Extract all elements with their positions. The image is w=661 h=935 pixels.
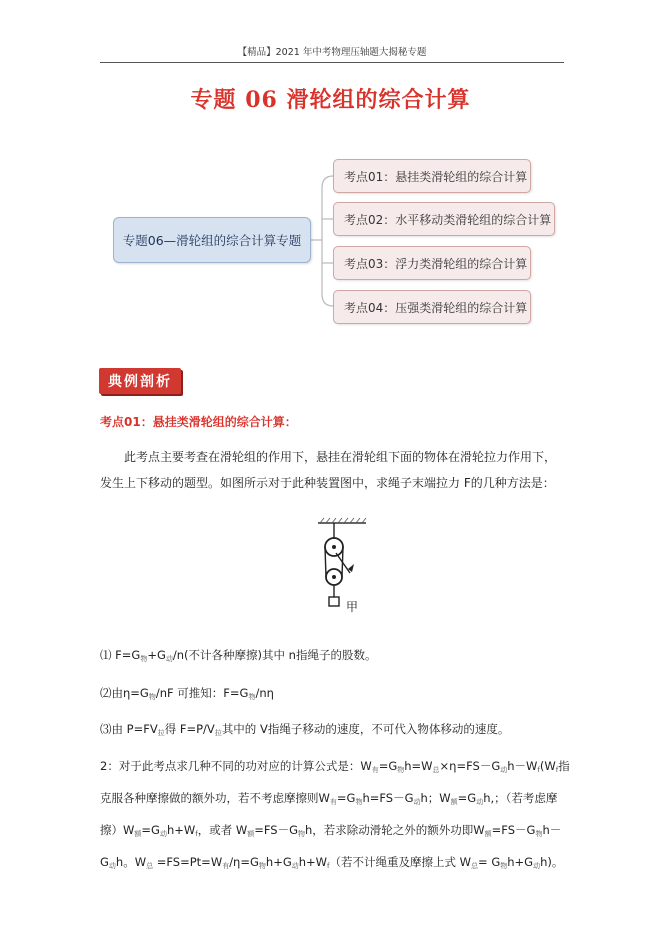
document-title: 专题 06 滑轮组的综合计算 (190, 87, 471, 113)
intro-paragraph (100, 444, 566, 496)
pulley-diagram (310, 517, 380, 617)
mindmap-node-1: 考点01：悬挂类滑轮组的综合计算 (333, 159, 531, 193)
header-divider (100, 62, 564, 63)
work-formulas-paragraph: 2：对于此考点求几种不同的功对应的计算公式是：$W_有=G_物h=W_总\times\eta=FS-G_动h-W_f(W_f$指克服各种摩擦做的额外功，若不考虑摩擦则$W_有=G_物h=FS-G_动h$；$W_额=G_动h$,；（若考虑摩擦）$W_额=G_动h+W_f$，或者 $W_额=FS-G_物h$，若求除动滑轮之外的额外功即$W_额=FS-G_物h-G_动h$。$W_总 =FS=Pt=W_有/\eta=G_物h+G_动h+W_f$（若不计绳重及摩擦上式 $W_总= G_物h+G_动h$)。 (100, 759, 570, 870)
mindmap-node-3: 考点03：浮力类滑轮组的综合计算 (333, 246, 531, 280)
mindmap-node-4: 考点04：压强类滑轮组的综合计算 (333, 290, 531, 324)
section-badge: 典例剖析 (99, 368, 181, 394)
mindmap-root: 专题06—滑轮组的综合计算专题 (113, 217, 311, 263)
kaodian-heading: 考点01：悬挂类滑轮组的综合计算： (100, 415, 297, 429)
mindmap-node-2: 考点02：水平移动类滑轮组的综合计算 (333, 202, 555, 236)
intro-text: 此考点主要考查在滑轮组的作用下，悬挂在滑轮组下面的物体在滑轮拉力作用下，发生上下移动的题型。如图所示对于此种装置图中，求绳子末端拉力 F的几种方法是： (100, 450, 557, 490)
figure-label: 甲 (346, 600, 359, 614)
formula-3: ⑶由 $P=FV_拉$得 $F=P/V_拉$其中的 V指绳子移动的速度，不可代入物体移动的速度。 (100, 722, 510, 737)
formula-1: ⑴ $F=G_物+G_动/n$(不计各种摩擦)其中 n指绳子的股数。 (100, 648, 377, 663)
formula-2: ⑵由$\eta=G_物/nF$ 可推知：$F=G_物/n\eta$ (100, 686, 274, 701)
page-header: 【精品】2021 年中考物理压轴题大揭秘专题 (237, 47, 427, 58)
